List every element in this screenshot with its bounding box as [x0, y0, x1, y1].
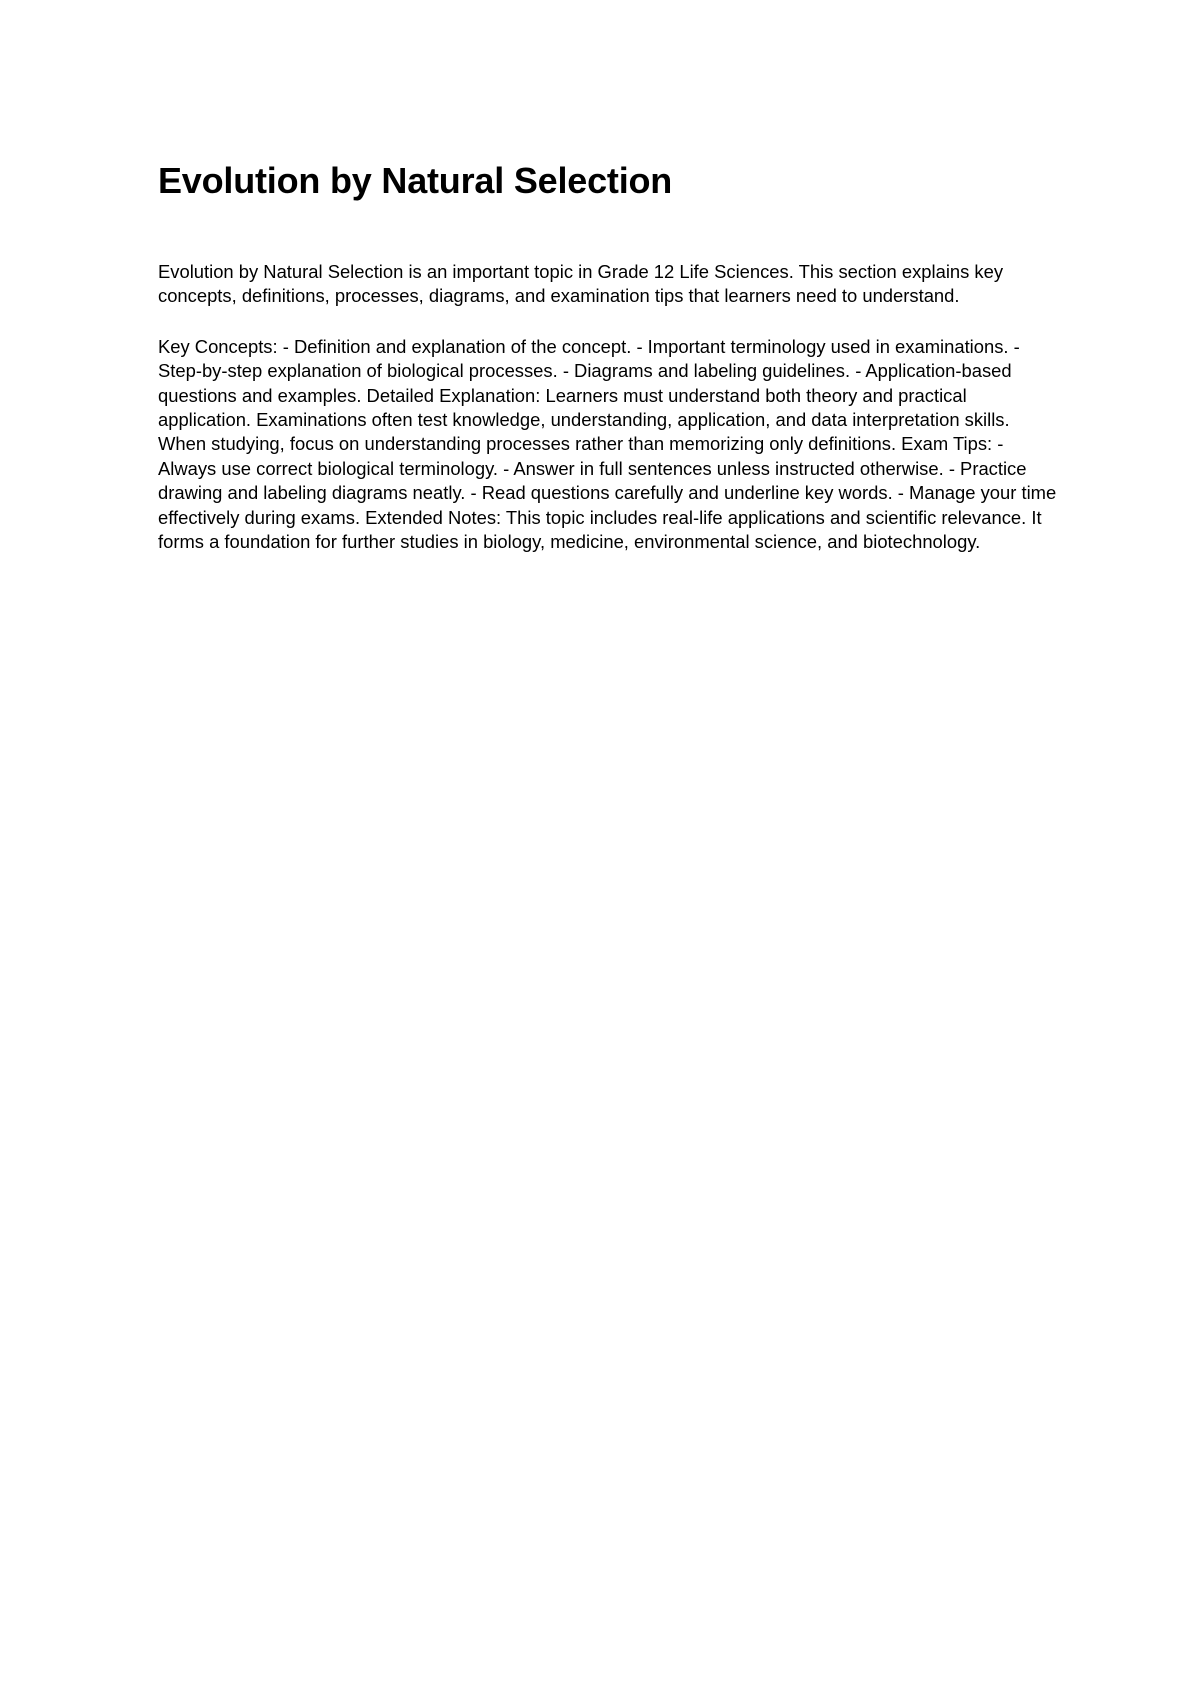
intro-paragraph: Evolution by Natural Selection is an important topic in Grade 12 Life Sciences. This section explains key concepts, definitions, processes, diagrams, and examination tips that learners need to understand. [158, 261, 1004, 307]
page-content [158, 156, 1058, 554]
body-paragraph: Key Concepts: - Definition and explanation of the concept. - Important terminology used in examinations. - Step-by-step explanation of biological processes. - Diagrams and labeling guidelines. - Application-based questions and examples. Detailed Explanation: Learners must understand both theory and practical application. Examinations often test knowledge, understanding, application, and data interpretation skills. When studying, focus on understanding processes rather than memorizing only definitions. Exam Tips: - Always use correct biological terminology. - Answer in full sentences unless instructed otherwise. - Practice drawing and labeling diagrams neatly. - Read questions carefully and underline key words. - Manage your time effectively during exams. Extended Notes: This topic includes real-life applications and scientific relevance. It forms a foundation for further studies in biology, medicine, environmental science, and biotechnology. [158, 335, 1057, 553]
document-title: Evolution by Natural Selection [158, 160, 673, 201]
